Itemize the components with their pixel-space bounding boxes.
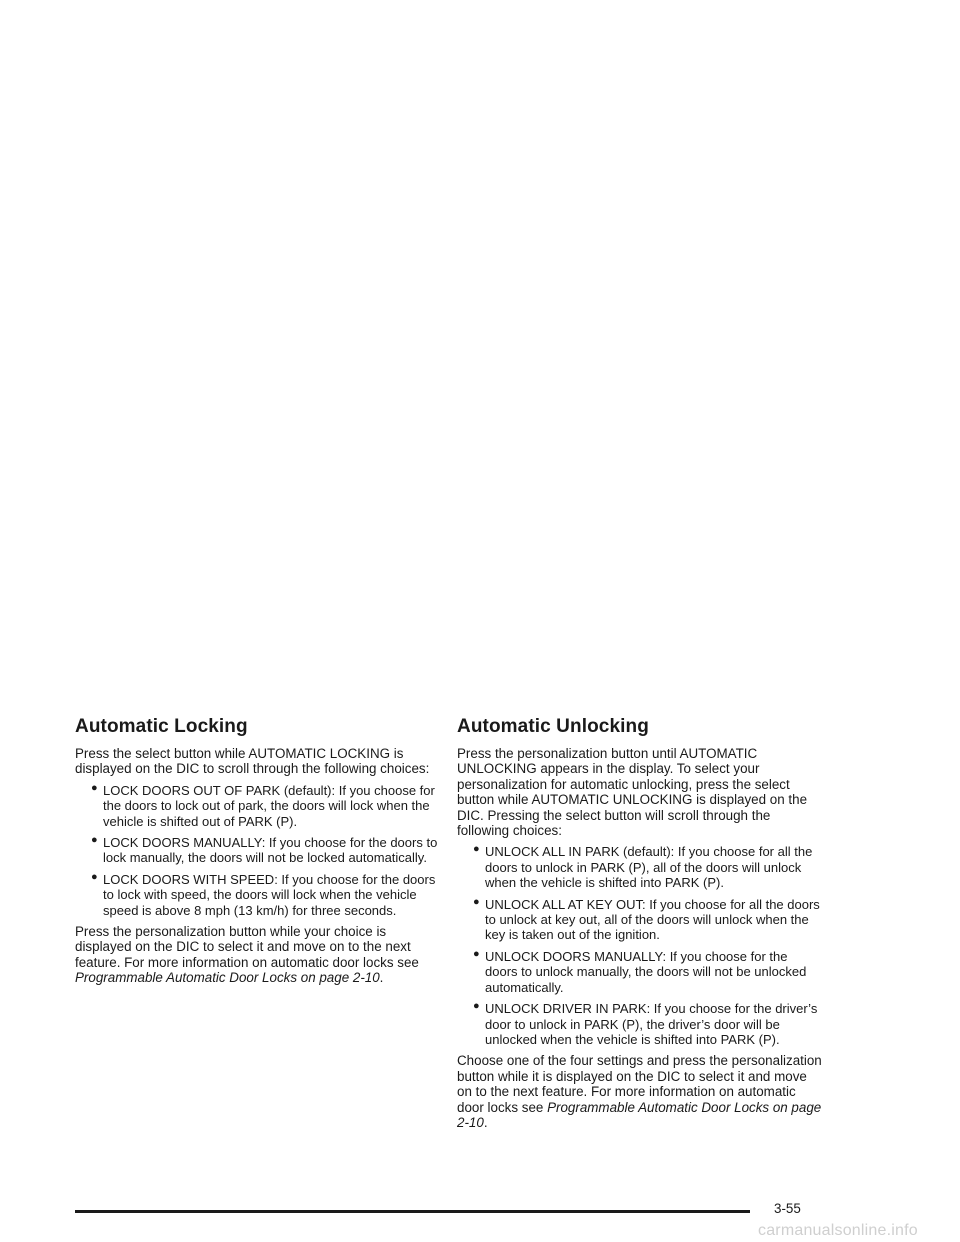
bullet-icon: ● (473, 843, 480, 856)
list-item: ● LOCK DOORS WITH SPEED: If you choose for the doors to lock with speed, the doors will lock when the vehicle speed is above 8 mph (13 km/h) for three seconds. (91, 870, 436, 918)
bullet-icon: ● (91, 870, 98, 883)
automatic-locking-intro: Press the select button while AUTOMATIC LOCKING is displayed on the DIC to scroll through the following choices: (75, 746, 430, 777)
list-item: ● LOCK DOORS OUT OF PARK (default): If you choose for the doors to lock out of park, the doors will lock when the vehicle is shifted out of PARK (P). (91, 781, 435, 829)
automatic-unlocking-heading: Automatic Unlocking (457, 716, 649, 737)
footer-rule (75, 1210, 750, 1213)
cross-reference: Programmable Automatic Door Locks on page 2-10 (75, 970, 380, 986)
list-item: ● UNLOCK DOORS MANUALLY: If you choose for the doors to unlock manually, the doors will not be unlocked automatically. (473, 947, 807, 995)
automatic-locking-section (75, 716, 440, 986)
bullet-icon: ● (473, 1000, 480, 1013)
automatic-locking-closing: Press the personalization button while your choice is displayed on the DIC to select it and move on to the next feature. For more information on automatic door locks see Programmable Automatic Door Locks on page 2-10. (75, 924, 419, 986)
bullet-icon: ● (91, 834, 98, 847)
automatic-locking-heading: Automatic Locking (75, 716, 248, 737)
bullet-icon: ● (91, 781, 98, 794)
bullet-icon: ● (473, 895, 480, 908)
list-item: ● UNLOCK ALL AT KEY OUT: If you choose for all the doors to unlock at key out, all of the doors will unlock when the key is taken out of the ignition. (473, 895, 820, 943)
list-item: ● LOCK DOORS MANUALLY: If you choose for the doors to lock manually, the doors will not be locked automatically. (91, 834, 438, 866)
automatic-unlocking-section (457, 716, 822, 1130)
automatic-unlocking-closing: Choose one of the four settings and press the personalization button while it is displayed on the DIC to select it and move on to the next feature. For more information on automatic door locks see Programmable Automatic Door Locks on page 2-10. (457, 1053, 822, 1130)
bullet-icon: ● (473, 947, 480, 960)
cross-reference: Programmable Automatic Door Locks on page 2-10 (457, 1099, 822, 1130)
automatic-locking-choices (75, 783, 440, 918)
list-item: ● UNLOCK ALL IN PARK (default): If you choose for all the doors to unlock in PARK (P), all of the doors will unlock when the vehicle is shifted into PARK (P). (473, 843, 813, 891)
watermark: carmanualsonline.info (758, 1222, 918, 1239)
page-number: 3-55 (774, 1201, 801, 1216)
automatic-unlocking-intro: Press the personalization button until AUTOMATIC UNLOCKING appears in the display. To select your personalization for automatic unlocking, press the select button while AUTOMATIC UNLOCKING is displayed on the DIC. Pressing the select button will scroll through the following choices: (457, 746, 808, 839)
automatic-unlocking-choices (457, 844, 822, 1047)
list-item: ● UNLOCK DRIVER IN PARK: If you choose for the driver’s door to unlock in PARK (P), the driver’s door will be unlocked when the vehicle is shifted into PARK (P). (473, 1000, 818, 1047)
